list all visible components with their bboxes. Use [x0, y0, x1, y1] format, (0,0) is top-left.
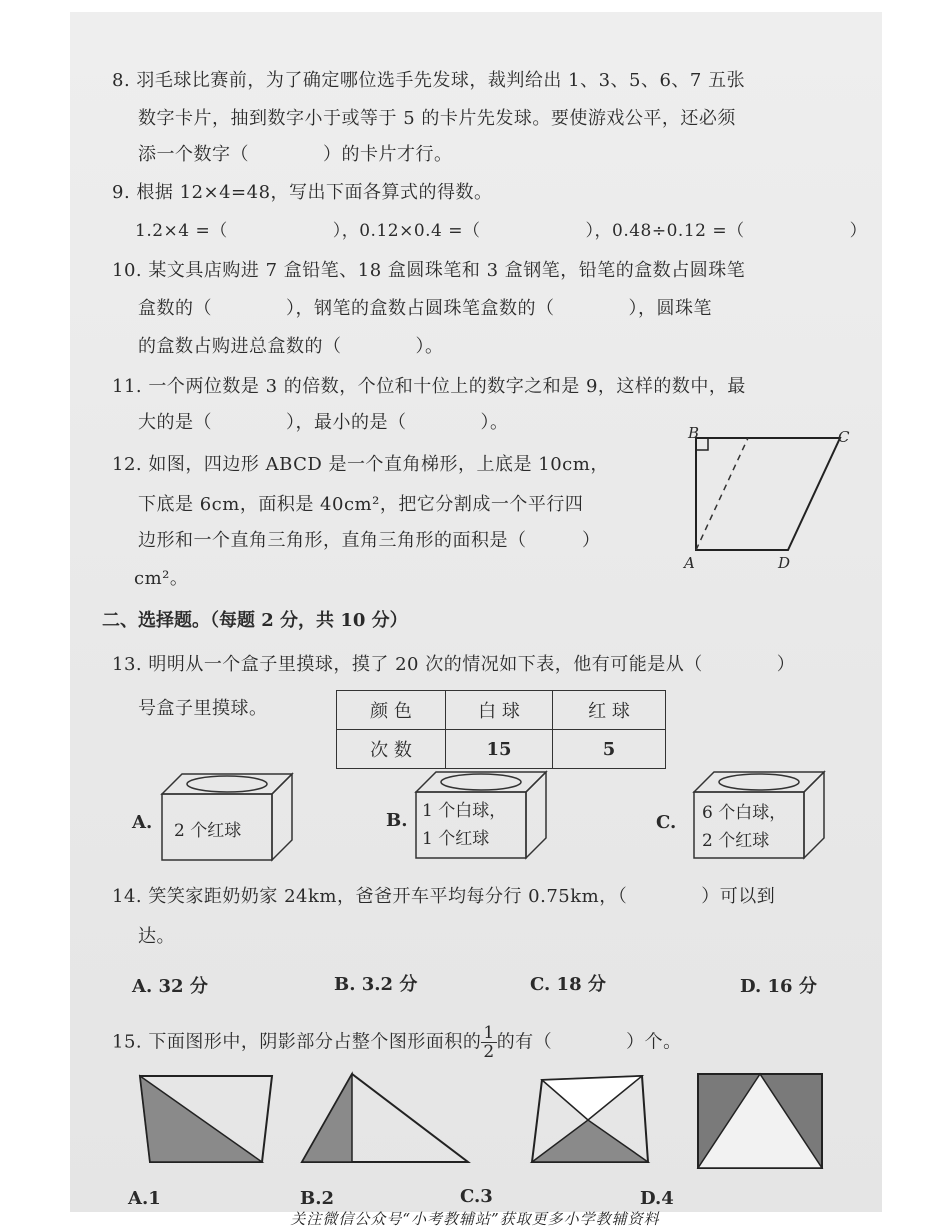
- box-c-text-1: 6 个白球，: [702, 803, 787, 823]
- q10-line-2: 盒数的（ ），钢笔的盒数占圆珠笔盒数的（ ），圆珠笔: [138, 298, 712, 319]
- trapezoid-outline: [696, 438, 840, 550]
- table-cell: 白 球: [446, 691, 553, 730]
- q15-option-c[interactable]: C.3: [460, 1186, 493, 1207]
- box-a-text: 2 个红球: [174, 821, 242, 841]
- table-cell: 次 数: [337, 730, 446, 769]
- table-cell: 红 球: [553, 691, 666, 730]
- table-cell: 15: [446, 730, 553, 769]
- vertex-label-d: D: [778, 554, 791, 572]
- fraction-one-half: [481, 1024, 496, 1061]
- fraction-numerator: 1: [483, 1023, 495, 1043]
- q8-line-2: 数字卡片，抽到数字小于或等于 5 的卡片先发球。要使游戏公平，还必须: [138, 108, 736, 129]
- q14-option-b[interactable]: B. 3.2 分: [334, 974, 418, 995]
- q15-suffix: 的有（ ）个。: [496, 1031, 682, 1053]
- q10-line-3: 的盒数占购进总盒数的（ ）。: [138, 336, 444, 357]
- box-c-text-2: 2 个红球: [702, 831, 770, 851]
- q12-line-4: cm²。: [134, 568, 189, 589]
- box-c-label: C.: [656, 812, 677, 833]
- q9-line-1: 9. 根据 12×4=48，写出下面各算式的得数。: [112, 182, 493, 203]
- footer-promo-text: 关注微信公众号“小考教辅站”获取更多小学教辅资料: [290, 1210, 660, 1228]
- q15-option-b[interactable]: B.2: [300, 1188, 335, 1209]
- shape-a-figure: [138, 1070, 278, 1166]
- vertex-label-c: C: [838, 428, 850, 446]
- dashed-cut-line: [696, 438, 748, 550]
- q12-line-3: 边形和一个直角三角形，直角三角形的面积是（ ）: [138, 530, 601, 551]
- shape-d-figure: [696, 1072, 826, 1172]
- q15-prefix: 15. 下面图形中，阴影部分占整个图形面积的: [112, 1031, 482, 1053]
- shape-b-figure: [300, 1070, 472, 1166]
- box-b-text-1: 1 个白球，: [422, 801, 507, 821]
- q8-line-1: 8. 羽毛球比赛前，为了确定哪位选手先发球，裁判给出 1、3、5、6、7 五张: [112, 70, 746, 91]
- q15-option-a[interactable]: A.1: [128, 1188, 161, 1209]
- ball-count-table: [336, 690, 666, 769]
- table-row: [337, 730, 666, 769]
- q14-option-a[interactable]: A. 32 分: [132, 976, 208, 997]
- q10-line-1: 10. 某文具店购进 7 盒铅笔、18 盒圆珠笔和 3 盒钢笔，铅笔的盒数占圆珠笔: [112, 260, 746, 281]
- trapezoid-figure: [676, 424, 856, 574]
- box-b-label: B.: [386, 810, 408, 831]
- box-a-label: A.: [132, 812, 153, 833]
- q15-option-d[interactable]: D.4: [640, 1188, 674, 1209]
- q14-option-c[interactable]: C. 18 分: [530, 974, 606, 995]
- q11-line-2: 大的是（ ），最小的是（ ）。: [138, 412, 509, 433]
- q8-line-3: 添一个数字（ ）的卡片才行。: [138, 144, 453, 165]
- q9-line-2: 1.2×4 =（ ），0.12×0.4 =（ ），0.48÷0.12 =（ ）: [135, 221, 868, 241]
- vertex-label-a: A: [684, 554, 696, 572]
- table-cell: 颜 色: [337, 691, 446, 730]
- q14-option-d[interactable]: D. 16 分: [740, 976, 817, 997]
- vertex-label-b: B: [688, 424, 700, 442]
- q11-line-1: 11. 一个两位数是 3 的倍数，个位和十位上的数字之和是 9，这样的数中，最: [112, 376, 746, 397]
- box-b-text-2: 1 个红球: [422, 829, 490, 849]
- q15-line: [112, 1024, 682, 1061]
- section-2-heading: 二、选择题。（每题 2 分，共 10 分）: [102, 610, 408, 631]
- q13-line-2: 号盒子里摸球。: [138, 698, 268, 719]
- table-header-row: [337, 691, 666, 730]
- q12-line-2: 下底是 6cm，面积是 40cm²，把它分割成一个平行四: [138, 494, 584, 515]
- q12-line-1: 12. 如图，四边形 ABCD 是一个直角梯形，上底是 10cm，: [112, 454, 609, 475]
- shape-c-figure: [530, 1070, 654, 1166]
- q14-line-1: 14. 笑笑家距奶奶家 24km，爸爸开车平均每分行 0.75km，（ ）可以到: [112, 886, 776, 907]
- q14-line-2: 达。: [138, 926, 175, 947]
- table-cell: 5: [553, 730, 666, 769]
- fraction-denominator: 2: [483, 1042, 495, 1062]
- q13-line-1: 13. 明明从一个盒子里摸球，摸了 20 次的情况如下表，他有可能是从（ ）: [112, 654, 796, 675]
